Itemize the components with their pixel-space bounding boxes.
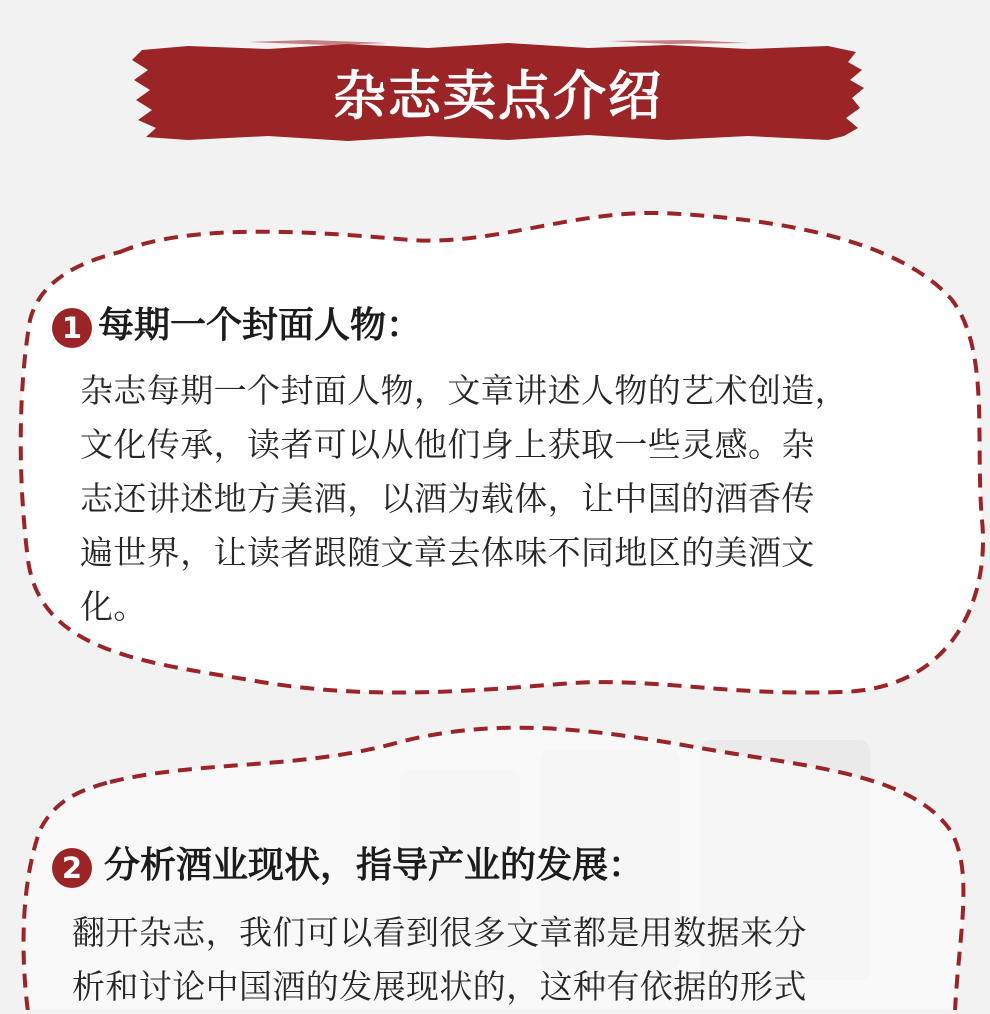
section-1-body-line: 遍世界，让读者跟随文章去体味不同地区的美酒文 — [80, 533, 815, 572]
section-2-body-line: 析和讨论中国酒的发展现状的，这种有依据的形式 — [72, 967, 807, 1006]
section-1-number-badge: 1 — [52, 308, 92, 348]
section-1-title: 每期一个封面人物： — [98, 305, 423, 346]
section-1-body — [80, 364, 848, 634]
banner-title: 杂志卖点介绍 — [333, 66, 663, 127]
section-1-body-line: 志还讲述地方美酒，以酒为载体，让中国的酒香传 — [80, 479, 815, 518]
section-1-body-line: 化。 — [80, 587, 147, 626]
section-2-body — [72, 906, 807, 1014]
section-2-title: 分析酒业现状，指导产业的发展： — [104, 845, 645, 886]
section-1-body-line: 文化传承，读者可以从他们身上获取一些灵感。杂 — [80, 425, 815, 464]
section-1-body-line: 杂志每期一个封面人物，文章讲述人物的艺术创造， — [80, 371, 849, 410]
section-2-number-badge: 2 — [52, 848, 92, 888]
section-2-body-line: 翻开杂志，我们可以看到很多文章都是用数据来分 — [72, 913, 807, 952]
